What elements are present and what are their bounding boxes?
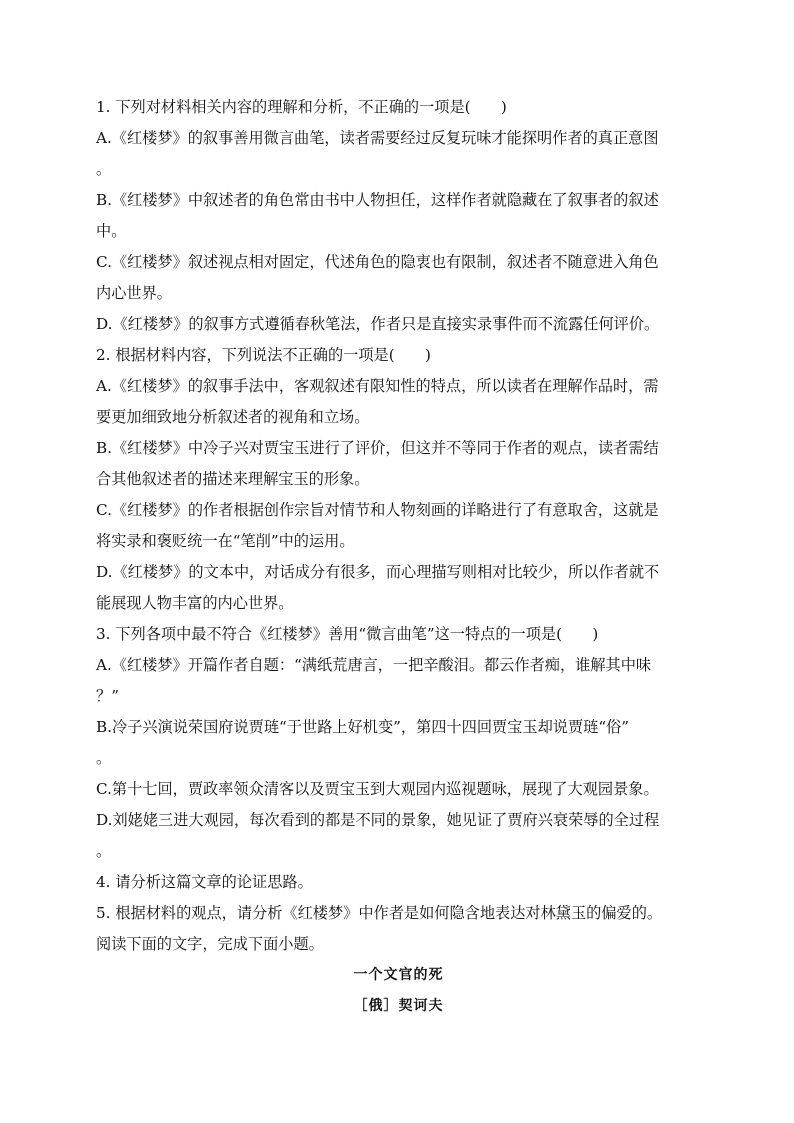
q3-option-a-cont: ？” (96, 687, 119, 705)
q1-option-a: A.《红楼梦》的叙事善用微言曲笔，读者需要经过反复玩味才能探明作者的真正意图 (96, 129, 659, 147)
q3-option-b: B.冷子兴演说荣国府说贾琏“于世路上好机变”，第四十四回贾宝玉却说贾琏“俗” (96, 718, 630, 736)
q2-option-b: B.《红楼梦》中冷子兴对贾宝玉进行了评价，但这并不等同于作者的观点，读者需结 (96, 439, 659, 457)
q1-option-a-cont: 。 (96, 160, 112, 178)
q3-option-b-cont: 。 (96, 749, 112, 767)
q2-option-d-cont: 能展现人物丰富的内心世界。 (96, 594, 294, 612)
q2-option-a-cont: 要更加细致地分析叙述者的视角和立场。 (96, 408, 370, 426)
article-title: 一个文官的死 (353, 967, 444, 983)
q1-option-b-cont: 中。 (96, 222, 127, 240)
q2-stem: 2. 根据材料内容，下列说法不正确的一项是( ) (96, 346, 431, 364)
q2-option-c: C.《红楼梦》的作者根据创作宗旨对情节和人物刻画的详略进行了有意取舍，这就是 (96, 501, 659, 519)
q2-option-b-cont: 合其他叙述者的描述来理解宝玉的形象。 (96, 470, 370, 488)
q1-option-c-cont: 内心世界。 (96, 284, 172, 302)
q2-option-c-cont: 将实录和褒贬统一在“笔削”中的运用。 (96, 532, 355, 550)
q1-stem: 1. 下列对材料相关内容的理解和分析，不正确的一项是( ) (96, 98, 507, 116)
q1-option-d: D.《红楼梦》的叙事方式遵循春秋笔法，作者只是直接实录事件而不流露任何评价。 (96, 315, 660, 333)
article-author: ［俄］契诃夫 (353, 998, 444, 1014)
q2-option-a: A.《红楼梦》的叙事手法中，客观叙述有限知性的特点，所以读者在理解作品时，需 (96, 377, 659, 395)
q1-option-b: B.《红楼梦》中叙述者的角色常由书中人物担任，这样作者就隐藏在了叙事者的叙述 (96, 191, 659, 209)
q3-option-d-cont: 。 (96, 842, 112, 860)
q3-option-c: C.第十七回，贾政率领众清客以及贾宝玉到大观园内巡视题咏，展现了大观园景象。 (96, 780, 659, 798)
document-page (96, 92, 701, 1022)
q3-option-a: A.《红楼梦》开篇作者自题：“满纸荒唐言，一把辛酸泪。都云作者痴，谁解其中味 (96, 656, 652, 674)
q2-option-d: D.《红楼梦》的文本中，对话成分有很多，而心理描写则相对比较少，所以作者就不 (96, 563, 660, 581)
q3-option-d: D.刘姥姥三进大观园，每次看到的都是不同的景象，她见证了贾府兴衰荣辱的全过程 (96, 811, 660, 829)
q4-stem: 4. 请分析这篇文章的论证思路。 (96, 873, 313, 891)
q5-stem: 5. 根据材料的观点，请分析《红楼梦》中作者是如何隐含地表达对林黛玉的偏爱的。 (96, 904, 663, 922)
q3-stem: 3. 下列各项中最不符合《红楼梦》善用“微言曲笔”这一特点的一项是( ) (96, 625, 599, 643)
reading-instruction: 阅读下面的文字，完成下面小题。 (96, 935, 324, 953)
q1-option-c: C.《红楼梦》叙述视点相对固定，代述角色的隐衷也有限制，叙述者不随意进入角色 (96, 253, 659, 271)
